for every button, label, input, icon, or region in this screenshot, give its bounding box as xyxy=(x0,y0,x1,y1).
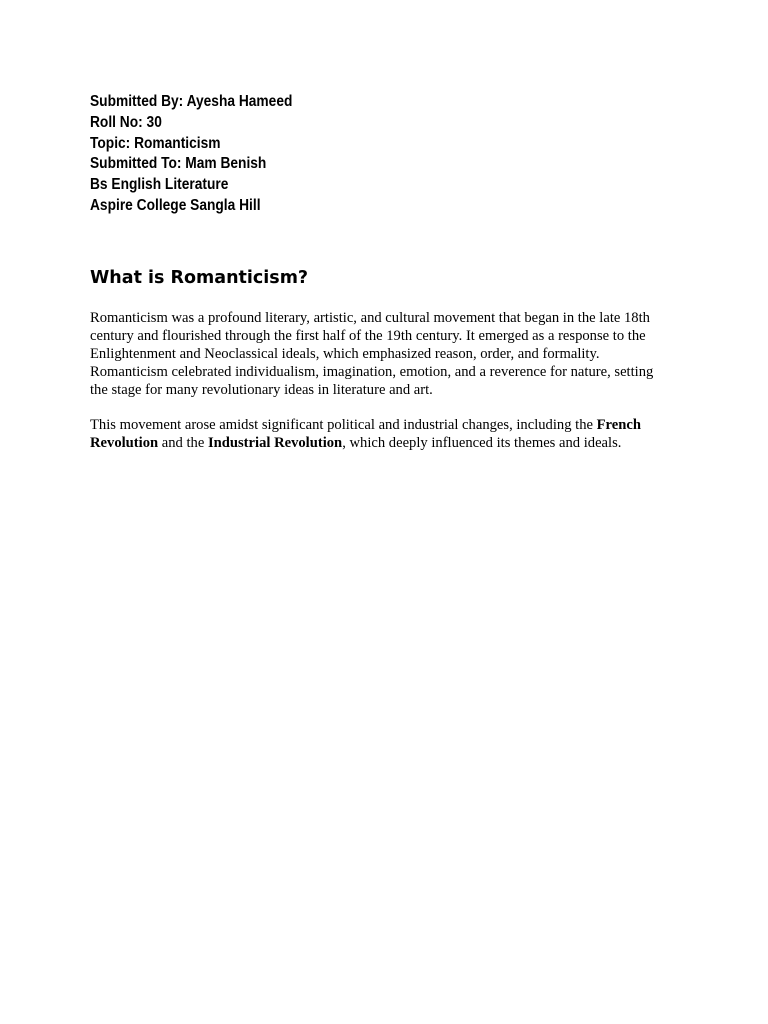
paragraph-text: This movement arose amidst significant political and industrial changes, including the xyxy=(90,417,597,433)
cover-info-block xyxy=(90,92,606,217)
bold-term: Revolution xyxy=(90,435,159,451)
paragraph-text: , which deeply influenced its themes and ideals. xyxy=(342,435,622,451)
topic-line: Topic: Romanticism xyxy=(90,134,221,152)
submitted-to-line: Submitted To: Mam Benish xyxy=(90,155,267,173)
paragraph-context xyxy=(90,416,690,452)
paragraph-line xyxy=(90,416,690,434)
roll-number-line: Roll No: 30 xyxy=(90,113,162,131)
paragraph-line: the stage for many revolutionary ideas in literature and art. xyxy=(90,382,433,398)
paragraph-line: Enlightenment and Neoclassical ideals, which emphasized reason, order, and formality. xyxy=(90,346,600,362)
section-heading: What is Romanticism? xyxy=(90,268,309,288)
paragraph-line: Romanticism was a profound literary, artistic, and cultural movement that began in the late 18th xyxy=(90,310,650,326)
paragraph-line: century and flourished through the first half of the 19th century. It emerged as a response to the xyxy=(90,328,646,344)
program-line: Bs English Literature xyxy=(90,176,229,194)
bold-term: French xyxy=(596,417,641,433)
college-line: Aspire College Sangla Hill xyxy=(90,196,261,214)
bold-term: Industrial Revolution xyxy=(207,435,343,451)
paragraph-line: Romanticism celebrated individualism, imagination, emotion, and a reverence for nature, setting xyxy=(90,364,654,380)
paragraph-line xyxy=(90,434,690,452)
submitted-by-line: Submitted By: Ayesha Hameed xyxy=(90,93,293,110)
paragraph-intro xyxy=(90,309,690,399)
paragraph-text: and the xyxy=(158,435,208,451)
